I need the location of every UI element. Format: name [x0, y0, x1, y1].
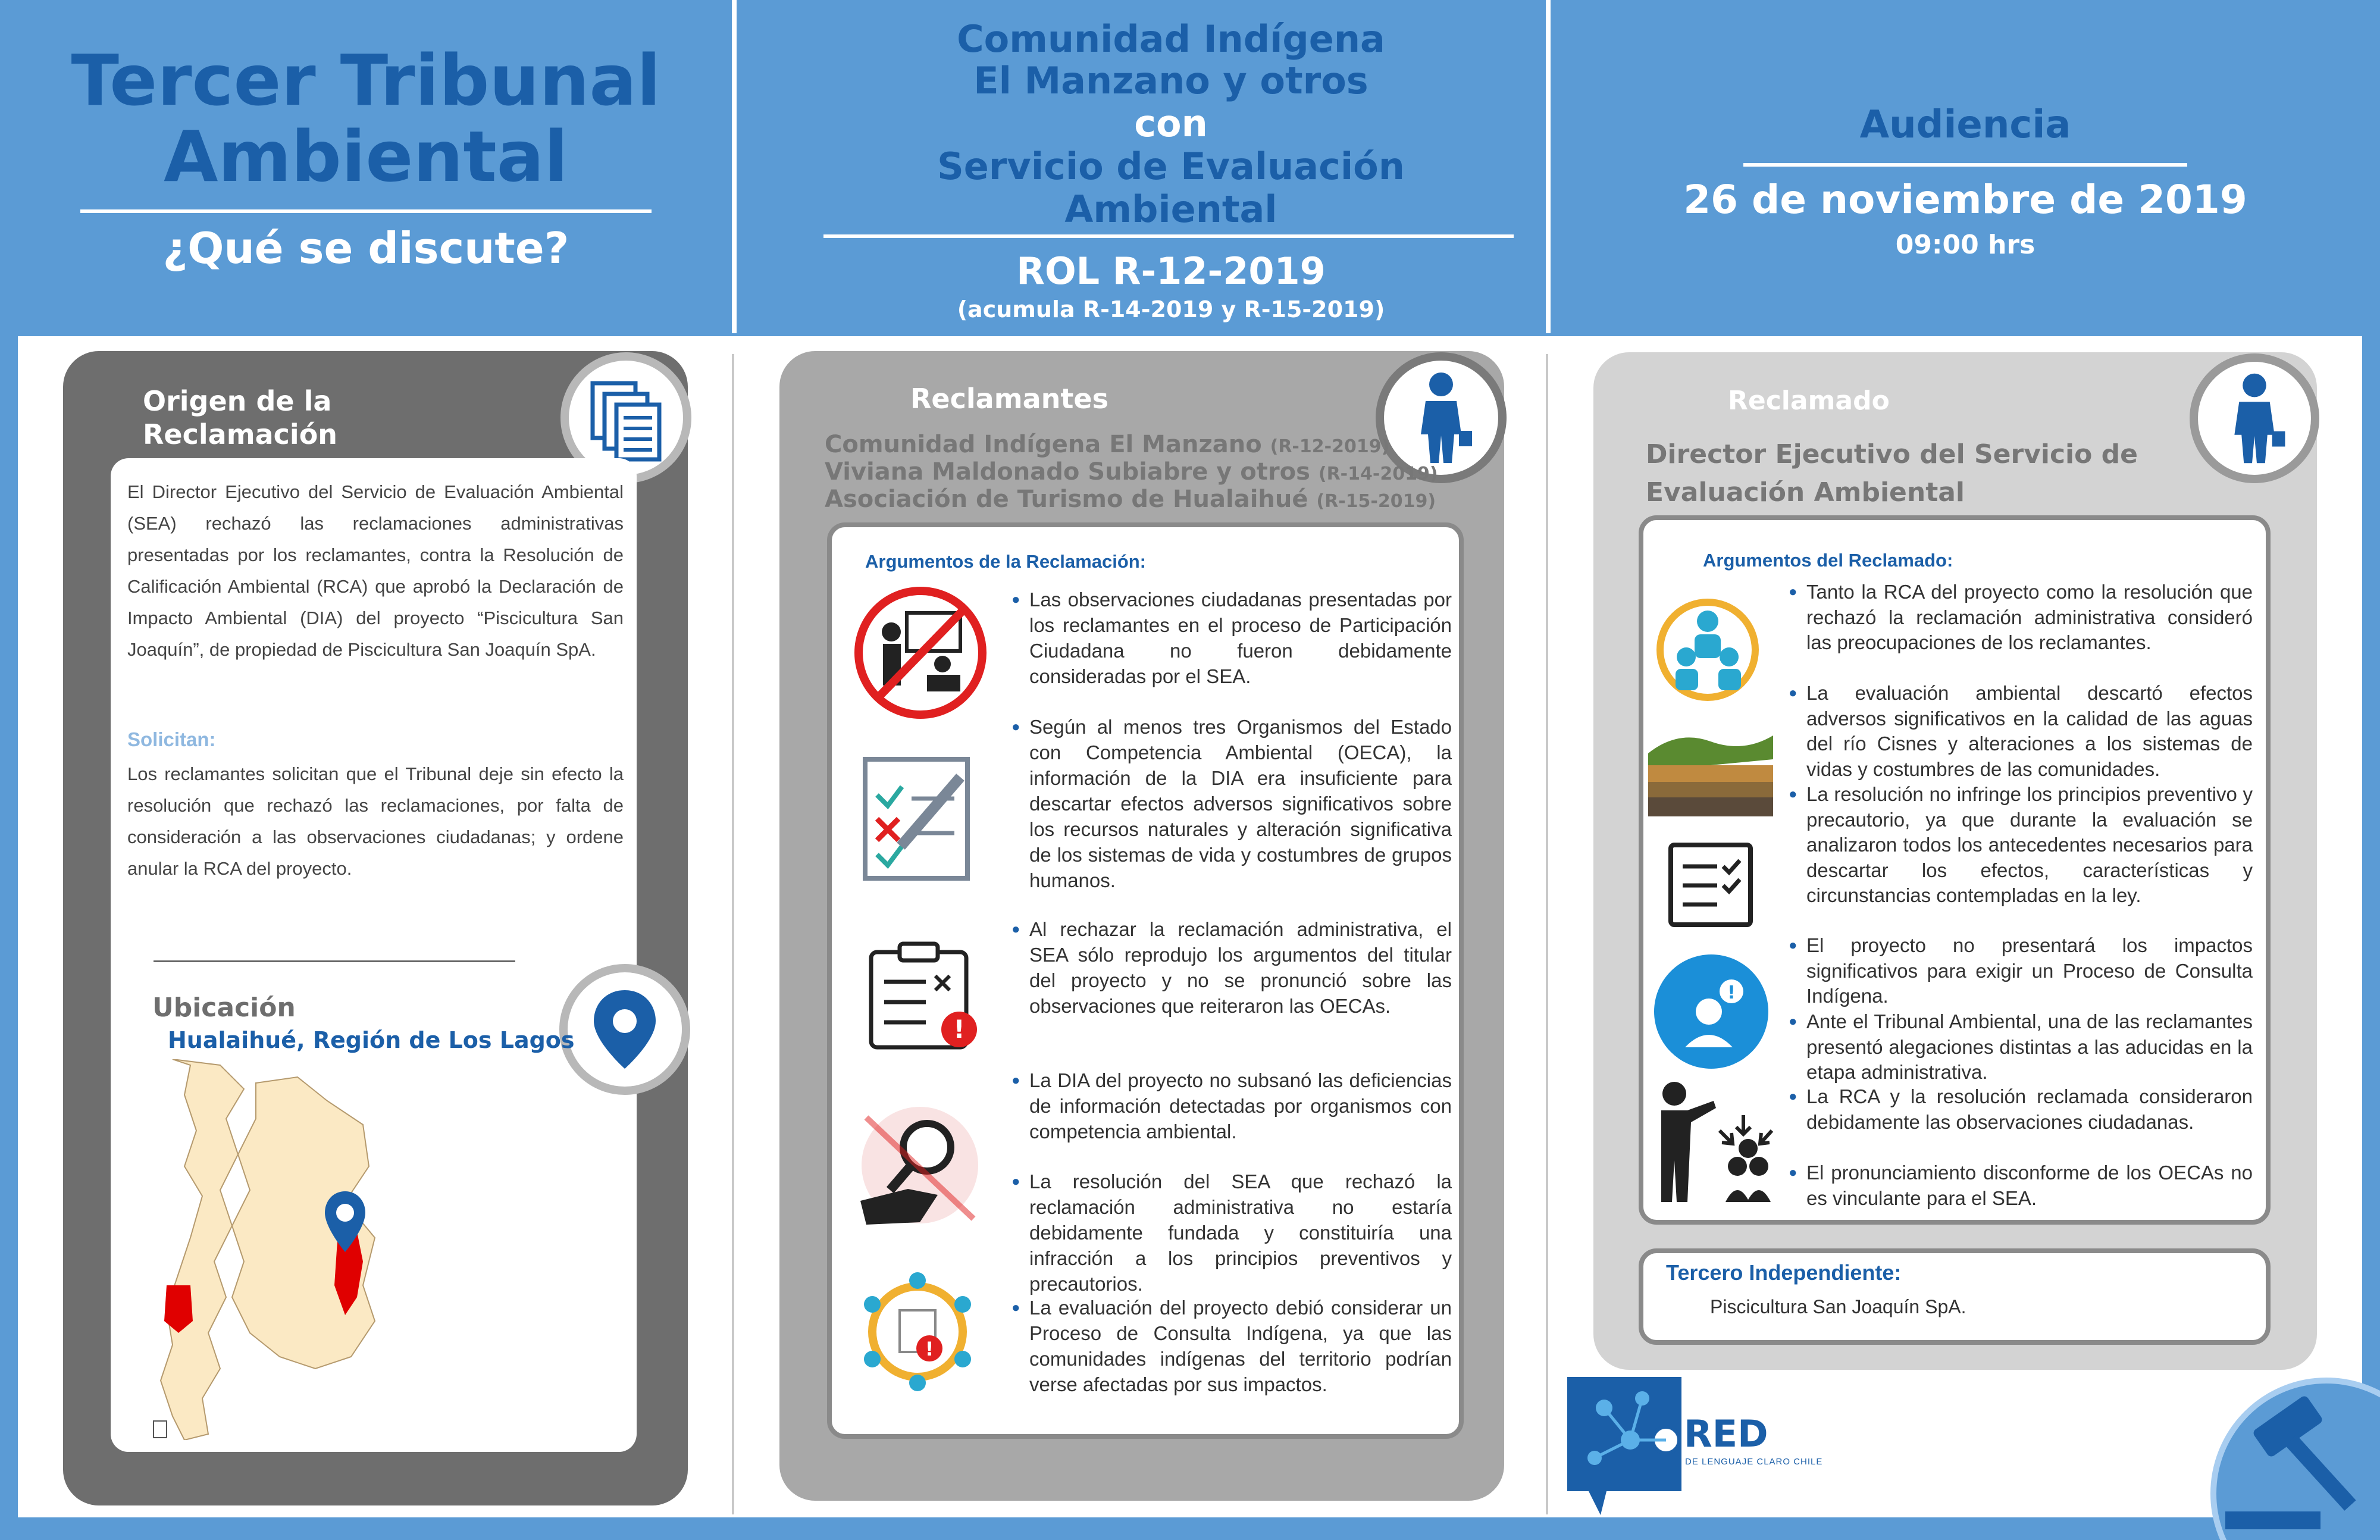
location-pin-icon [568, 972, 682, 1087]
gavel-icon [2202, 1369, 2380, 1540]
clipboard-alert-icon [866, 940, 985, 1053]
main-title-line1: Tercer Tribunal [71, 39, 661, 121]
audiencia-label: Audiencia [1859, 103, 2071, 147]
red-logo-icon [1565, 1375, 1684, 1515]
main-title-line2: Ambiental [164, 115, 568, 198]
presenter-audience-icon [1648, 1077, 1779, 1208]
tercero-value: Piscicultura San Joaquín SpA. [1710, 1296, 1966, 1317]
header-left [0, 0, 732, 333]
header-separator-2 [1546, 0, 1551, 333]
community-circle-icon [852, 1266, 983, 1397]
svg-text:!: ! [1727, 982, 1736, 1003]
case-line-1: Comunidad Indígena [957, 17, 1385, 61]
map-pin-icon [321, 1189, 369, 1254]
reclamado-party-line2: Evaluación Ambiental [1646, 477, 1965, 508]
reclamado-title: Reclamado [1728, 386, 1890, 416]
soil-layers-icon [1648, 724, 1773, 819]
reclamantes-title: Reclamantes [910, 383, 1108, 415]
reclamado-arg-6: ● La RCA y la resolución reclamada consideraron debidamente las observaciones ciudadanas. [1806, 1084, 2253, 1135]
reclamacion-arg-6: ● La evaluación del proyecto debió considerar un Proceso de Consulta Indígena, ya que las comunidades indígenas del territorio podrían verse afectadas por sus impactos. [1029, 1295, 1452, 1397]
main-subtitle: ¿Qué se discute? [162, 223, 569, 273]
person-alert-icon [1652, 952, 1771, 1071]
reclamacion-arg-4: ● La DIA del proyecto no subsanó las deficiencias de información detectadas por organismos con competencia ambiental. [1029, 1068, 1452, 1144]
origen-text: El Director Ejecutivo del Servicio de Evaluación Ambiental (SEA) rechazó las reclamaciones administrativas presentadas por los reclamantes, contra la Resolución de Calificación Ambiental (RCA) que aprobó la Declaración de Impacto Ambiental (DIA) del proyecto “Piscicultura San Joaquín”, de propiedad de Piscicultura San Joaquín SpA. [127, 481, 624, 660]
party-1-name: Comunidad Indígena El Manzano [825, 431, 1262, 458]
reclamado-party-line1: Director Ejecutivo del Servicio de [1646, 439, 2138, 469]
ubicacion-value: Hualaihué, Región de Los Lagos [168, 1027, 575, 1053]
rol-number: ROL R-12-2019 [1016, 249, 1326, 293]
case-divider [823, 234, 1514, 238]
svg-text:!: ! [953, 1015, 965, 1044]
tercero-label: Tercero Independiente: [1666, 1260, 1902, 1285]
origen-title: Origen de la Reclamación [143, 385, 338, 450]
reclamacion-arg-1: ● Las observaciones ciudadanas presentadas por los reclamantes en el proceso de Participación Ciudadana no fueron debidamente consideradas por el SEA. [1029, 587, 1452, 689]
logo-tagline: DE LENGUAJE CLARO CHILE [1685, 1457, 1823, 1467]
reclamacion-arg-2: ● Según al menos tres Organismos del Estado con Competencia Ambiental (OECA), la información de la DIA era insuficiente para descartar efectos adversos significativos sobre los recursos naturales y alteración significativa de los sistemas de vida y costumbres de grupos humanos. [1029, 714, 1452, 893]
reclamantes-args-title: Argumentos de la Reclamación: [865, 551, 1147, 572]
no-participation-icon [852, 584, 989, 721]
reclamado-arg-5: ● Ante el Tribunal Ambiental, una de las reclamantes presentó alegaciones distintas a las aducidas en la etapa administrativa. [1806, 1009, 2253, 1085]
party-1 [825, 431, 1389, 458]
solicitan-label: Solicitan: [127, 728, 216, 750]
solicitan-text: Los reclamantes solicitan que el Tribunal deje sin efecto la resolución que rechazó las reclamaciones, por falta de consideración a las observaciones ciudadanas; y ordene anular la RCA del proyecto. [127, 763, 624, 879]
checklist-pen-icon [859, 753, 978, 884]
body-separator-1 [732, 354, 734, 1514]
reclamado-args-title: Argumentos del Reclamado: [1703, 550, 1953, 571]
reclamacion-arg-5: ● La resolución del SEA que rechazó la reclamación administrativa no estaría debidamente fundada y constituiría una infracción a los principios preventivos y precautorios. [1029, 1169, 1452, 1297]
magnifier-hand-icon [854, 1106, 985, 1231]
audiencia-date: 26 de noviembre de 2019 [1683, 177, 2247, 223]
reclamado-arg-1: ● Tanto la RCA del proyecto como la resolución que rechazó la reclamación administrativa consideró las preocupaciones de los reclamantes. [1806, 580, 2253, 656]
logo-name: RED [1684, 1412, 1768, 1456]
reclamacion-arg-3: ● Al rechazar la reclamación administrativa, el SEA sólo reprodujo los argumentos del titular del proyecto y no se pronunció sobre las observaciones que reiteraron las OECAs. [1029, 916, 1452, 1019]
party-2-name: Viviana Maldonado Subiabre y otros [825, 458, 1310, 486]
header-separator-1 [732, 0, 737, 333]
ubicacion-label: Ubicación [152, 993, 296, 1023]
title-divider [80, 209, 652, 213]
rol-accumulated: (acumula R-14-2019 y R-15-2019) [957, 296, 1385, 323]
person-icon [2198, 362, 2311, 475]
body-separator-2 [1546, 354, 1548, 1514]
party-3-name: Asociación de Turismo de Hualaihué [825, 486, 1308, 513]
party-2-rol: (R-14-2019) [1318, 464, 1438, 484]
ubicacion-divider [154, 960, 515, 962]
audiencia-time: 09:00 hrs [1895, 230, 2035, 260]
reclamado-arg-2: ● La evaluación ambiental descartó efectos adversos significativos en la calidad de las aguas del río Cisnes y alteraciones a los sistemas de vidas y costumbres de las comunidades. [1806, 681, 2253, 782]
reclamado-arg-7: ● El pronunciamiento disconforme de los OECAs no es vinculante para el SEA. [1806, 1160, 2253, 1211]
checklist-icon [1666, 840, 1755, 929]
reclamado-icon-circle [2190, 353, 2319, 483]
case-line-3: con [1134, 102, 1208, 145]
reclamado-arg-3: ● La resolución no infringe los principios preventivo y precautorio, ya que durante la evaluación se analizaron todos los antecedentes necesarios para descartar los efectos, características y circunstancias contempladas en la ley. [1806, 782, 2253, 909]
people-cycle-icon [1642, 590, 1773, 709]
case-line-4: Servicio de Evaluación [937, 145, 1405, 188]
header-right [1551, 0, 2380, 333]
ubicacion-icon-circle [559, 964, 690, 1095]
party-2 [825, 458, 1438, 486]
party-3 [825, 486, 1436, 513]
reclamado-arg-4: ● El proyecto no presentará los impactos significativos para exigir un Proceso de Consulta Indígena. [1806, 933, 2253, 1009]
party-1-rol: (R-12-2019) [1270, 436, 1390, 457]
header-center [737, 0, 1546, 333]
party-3-rol: (R-15-2019) [1316, 491, 1436, 512]
audiencia-divider [1743, 163, 2187, 167]
case-line-2: El Manzano y otros [973, 59, 1368, 102]
svg-text:!: ! [925, 1338, 934, 1360]
case-line-5: Ambiental [1064, 187, 1277, 231]
